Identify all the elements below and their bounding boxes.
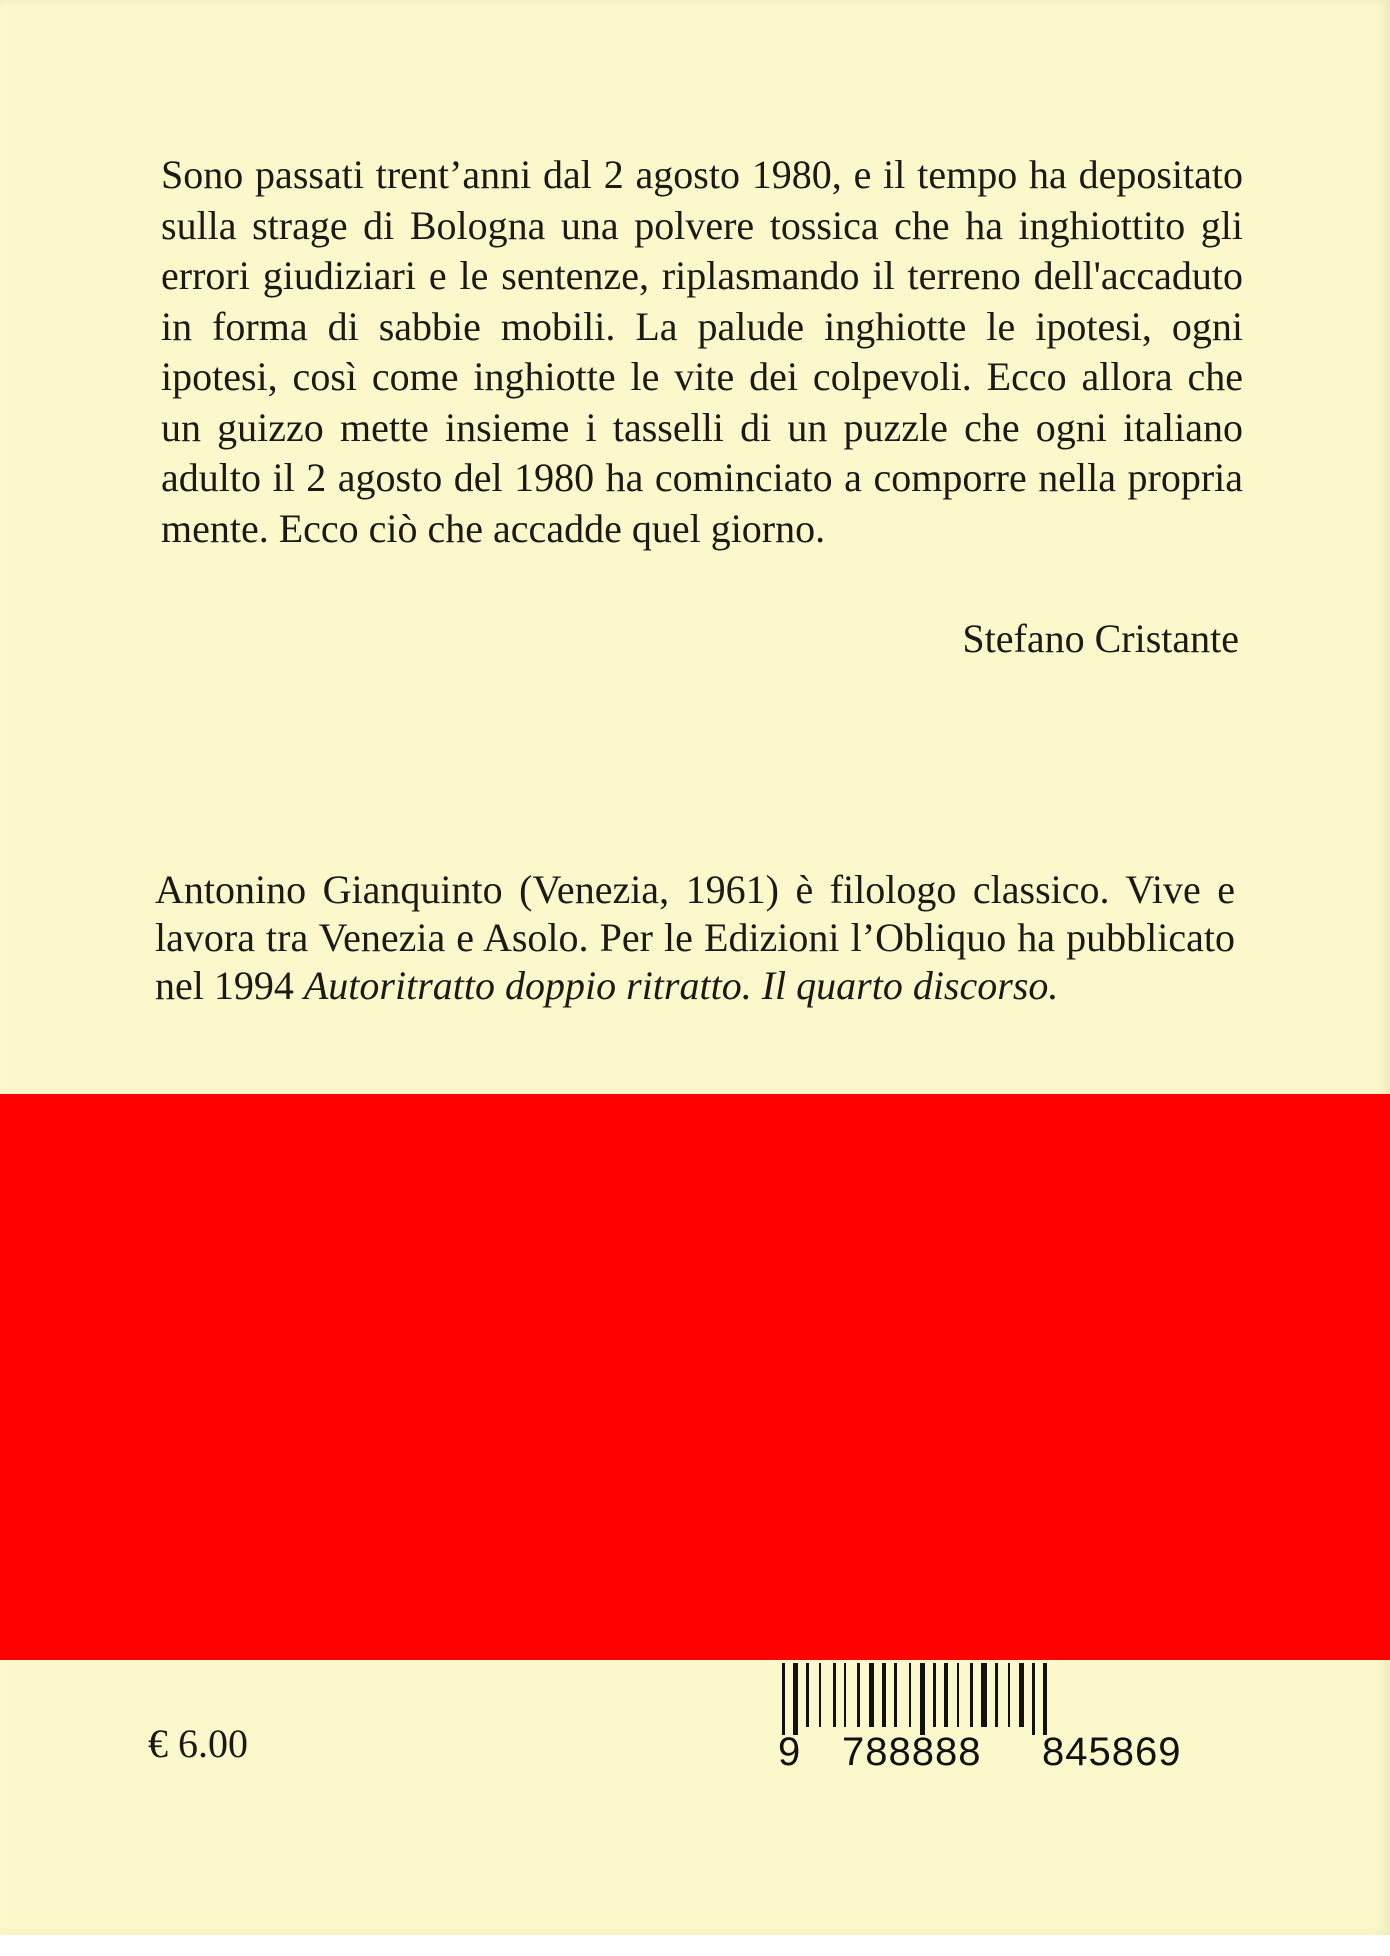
barcode-bar bbox=[882, 1663, 886, 1727]
barcode-bar bbox=[833, 1663, 836, 1727]
barcode-bar bbox=[844, 1663, 846, 1727]
barcode-bar bbox=[957, 1663, 959, 1727]
blurb-author: Stefano Cristante bbox=[962, 616, 1239, 661]
barcode-bar bbox=[1019, 1663, 1024, 1727]
barcode-group-2: 845869 bbox=[1042, 1730, 1182, 1774]
red-band bbox=[0, 1094, 1390, 1660]
price-label: € 6.00 bbox=[148, 1721, 248, 1766]
barcode-group-1: 788888 bbox=[842, 1730, 982, 1774]
barcode-bar bbox=[894, 1663, 897, 1727]
barcode-bar bbox=[944, 1663, 948, 1727]
barcode-bar bbox=[920, 1663, 925, 1735]
barcode-bar bbox=[1032, 1663, 1035, 1735]
barcode-bar bbox=[933, 1663, 936, 1727]
barcode-bar bbox=[909, 1663, 911, 1727]
barcode-bar bbox=[782, 1663, 785, 1735]
barcode-bar bbox=[793, 1663, 798, 1735]
barcode-bar bbox=[970, 1663, 973, 1727]
bottom-edge bbox=[0, 1935, 1390, 1956]
author-bio-book-title: Autoritratto doppio ritratto. Il quarto discorso. bbox=[303, 963, 1059, 1008]
barcode-lead-digit: 9 bbox=[778, 1730, 802, 1774]
isbn-barcode bbox=[778, 1663, 1228, 1783]
barcode-bars bbox=[778, 1663, 1228, 1735]
barcode-bar bbox=[1043, 1663, 1047, 1735]
barcode-bar bbox=[819, 1663, 821, 1727]
barcode-bar bbox=[869, 1663, 874, 1727]
barcode-bar bbox=[995, 1663, 998, 1727]
author-bio-text: Antonino Gianquinto (Venezia, 1961) è filologo classico. Vive e lavora tra Venezia e Asolo. Per le Edizioni l’Obliquo ha pubblicato nel 1994 bbox=[155, 867, 1235, 1008]
blurb-paragraph: Sono passati trent’anni dal 2 agosto 1980, e il tempo ha depositato sulla strage di Bologna una polvere tossica che ha inghiottito gli errori giudiziari e le sentenze, riplasmando il terreno dell'accaduto in forma di sabbie mobili. La palude inghiotte le ipotesi, ogni ipotesi, così come inghiotte le vite dei colpevoli. Ecco allora che un guizzo mette insieme i tasselli di un puzzle che ogni italiano adulto il 2 agosto del 1980 ha cominciato a comporre nella propria mente. Ecco ciò che accadde quel giorno. bbox=[161, 152, 1243, 551]
barcode-bar bbox=[981, 1663, 987, 1727]
barcode-bar bbox=[1008, 1663, 1010, 1727]
barcode-bar bbox=[806, 1663, 809, 1727]
author-bio bbox=[155, 866, 1235, 1010]
barcode-bar bbox=[857, 1663, 860, 1727]
